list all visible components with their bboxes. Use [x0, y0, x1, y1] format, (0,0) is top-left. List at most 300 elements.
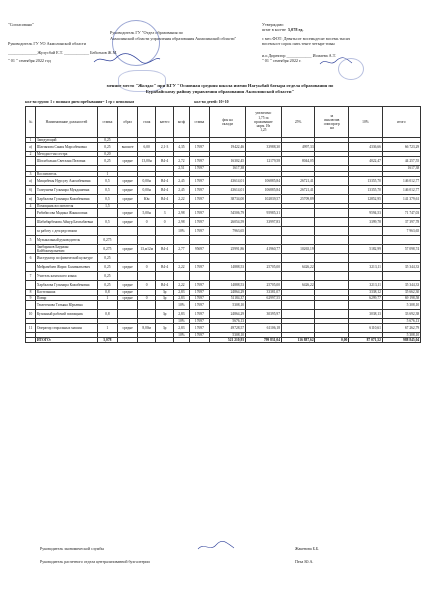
table-cell — [315, 185, 349, 194]
table-cell — [245, 272, 281, 281]
table-cell: 5308,10 — [209, 333, 245, 338]
table-cell — [245, 300, 281, 309]
title-line-2: Бурабайскому району управления образования Акмолинской области" — [145, 88, 295, 94]
table-cell: а) — [26, 176, 36, 185]
table-cell — [26, 338, 36, 343]
table-cell — [138, 254, 156, 263]
table-cell — [245, 254, 281, 263]
table-cell: 3213,11 — [349, 281, 383, 290]
table-cell — [156, 254, 174, 263]
table-cell — [189, 236, 209, 245]
table-row — [26, 157, 421, 166]
table-cell — [349, 236, 383, 245]
table-cell: 2,22 — [174, 263, 190, 272]
table-cell: 0,5 — [97, 185, 117, 194]
table-cell: 0 — [138, 218, 156, 227]
table-cell: средне — [118, 290, 138, 295]
table-cell: 26721,41 — [281, 176, 315, 185]
fot-line-1: с мес.ФОТ: Девятьсот восемьдесят восемь тысяч — [262, 35, 350, 41]
table-cell: Шагиязова Сания Марсабековна — [36, 143, 98, 152]
table-cell — [174, 236, 190, 245]
table-cell — [26, 245, 36, 254]
table-cell: 0 — [138, 295, 156, 300]
table-row — [26, 218, 421, 227]
table-cell: 8,00м — [138, 324, 156, 333]
table-cell: 102839,57 — [245, 194, 281, 203]
table-cell: 106885,84 — [245, 176, 281, 185]
table-cell: 25709,89 — [281, 194, 315, 203]
table-cell: средне — [118, 176, 138, 185]
table-cell: 8044,05 — [281, 157, 315, 166]
table-cell: 57 098,74 — [382, 245, 420, 254]
table-cell: 0,8 — [97, 290, 117, 295]
table-cell: 5182,99 — [349, 245, 383, 254]
column-header: ставка — [189, 107, 209, 138]
table-cell — [349, 300, 383, 309]
signature-icon — [92, 52, 162, 66]
table-cell — [281, 324, 315, 333]
table-cell: Юн — [138, 194, 156, 203]
table-cell: 0,275 — [97, 245, 117, 254]
table-cell — [315, 300, 349, 309]
table-cell: Рибибисова Мадина Жанкасовна — [36, 209, 98, 218]
table-cell: 4022,47 — [349, 157, 383, 166]
table-row — [26, 143, 421, 152]
table-cell — [174, 338, 190, 343]
table-cell: 33997,83 — [245, 218, 281, 227]
table-cell: 5,00н — [138, 209, 156, 218]
table-cell: 17697 — [189, 318, 209, 323]
table-cell: 2,98 — [174, 209, 190, 218]
table-cell — [26, 227, 36, 236]
table-cell: 19422,46 — [209, 143, 245, 152]
table-cell: 41960,77 — [245, 245, 281, 254]
table-cell: 0,275 — [97, 236, 117, 245]
table-cell: Воспитатель — [36, 171, 98, 176]
table-cell — [118, 300, 138, 309]
table-cell — [315, 254, 349, 263]
table-cell: 2 — [26, 152, 36, 157]
table-cell: 106885,84 — [245, 185, 281, 194]
table-cell: 9594,53 — [349, 209, 383, 218]
column-header: стаж — [138, 107, 156, 138]
table-cell: Шабибкрбенова Айнур Бахтыбаевна — [36, 218, 98, 227]
approved-date: " 01 " сентября 2022 г. — [262, 58, 302, 64]
table-cell: 10% — [174, 318, 190, 323]
table-cell: 13,м12м — [138, 245, 156, 254]
table-cell: средне — [118, 324, 138, 333]
table-cell: 26054,59 — [209, 218, 245, 227]
table-cell: 43614,01 — [209, 176, 245, 185]
table-cell — [156, 227, 174, 236]
table-cell: Харбалова Гульмира Кожабековна — [36, 194, 98, 203]
table-cell — [382, 272, 420, 281]
table-cell: 95985,31 — [245, 209, 281, 218]
table-cell: 6426,22 — [281, 281, 315, 290]
table-row — [26, 227, 421, 236]
table-cell: 0,25 — [97, 254, 117, 263]
table-cell: 49728,57 — [209, 324, 245, 333]
table-cell: 0,8 — [97, 309, 117, 318]
table-cell: 0,5 — [97, 218, 117, 227]
table-cell — [281, 309, 315, 318]
table-cell: 17697 — [189, 227, 209, 236]
table-cell: средне — [118, 263, 138, 272]
table-cell — [156, 272, 174, 281]
table-cell — [138, 227, 156, 236]
column-header: итого — [382, 107, 420, 138]
table-cell: 13355,70 — [349, 185, 383, 194]
table-cell: высшее — [118, 143, 138, 152]
table-cell: 24864,29 — [209, 290, 245, 295]
table-row — [26, 300, 421, 309]
column-header: за инклюзив описпрогр ам — [315, 107, 349, 138]
table-row — [26, 176, 421, 185]
table-cell: 2,77 — [174, 245, 190, 254]
table-cell — [174, 272, 190, 281]
table-cell: 33988,30 — [245, 143, 281, 152]
table-row — [26, 185, 421, 194]
footer-name-2: Пеха Ю.А. — [295, 559, 314, 564]
table-cell — [156, 300, 174, 309]
table-cell: Мищибекы Нурсулу Анохабековна — [36, 176, 98, 185]
table-cell: 25705,00 — [245, 281, 281, 290]
table-cell: 61106,18 — [245, 324, 281, 333]
table-row — [26, 263, 421, 272]
table-cell: 799 831,04 — [245, 338, 281, 343]
table-cell: 10265,19 — [281, 245, 315, 254]
footer-role-2: Руководитель расчетного отдела централизованной бухгалтерии — [40, 559, 150, 564]
table-cell: 35 344,33 — [382, 281, 420, 290]
table-cell: 4336,66 — [349, 143, 383, 152]
table-header-row — [26, 107, 421, 138]
table-cell: 6110,61 — [349, 324, 383, 333]
table-cell: 37 397,78 — [382, 218, 420, 227]
column-header: образ — [118, 107, 138, 138]
table-cell: 0,00 — [315, 338, 349, 343]
table-cell: 25705,00 — [245, 263, 281, 272]
table-cell — [138, 236, 156, 245]
table-cell: 3399,78 — [349, 218, 383, 227]
table-cell: Методист-ия сестра — [36, 152, 98, 157]
table-cell: 3213,11 — [349, 263, 383, 272]
table-cell: 1 — [97, 171, 117, 176]
table-cell: 30395,97 — [245, 309, 281, 318]
group-count: кол-во групп: 1 с полным днем пребывания= 1 гр с неполным — [25, 100, 135, 104]
staff-count-value: 5,078 ед. — [288, 27, 304, 33]
table-cell: средне — [118, 218, 138, 227]
table-cell: средне — [118, 157, 138, 166]
table-cell — [281, 236, 315, 245]
column-header: коэф — [174, 107, 190, 138]
table-cell: 71 747,03 — [382, 209, 420, 218]
table-cell — [118, 338, 138, 343]
table-cell: 4997,33 — [281, 143, 315, 152]
table-cell: 54506,79 — [209, 209, 245, 218]
table-cell — [26, 300, 36, 309]
table-row — [26, 236, 421, 245]
table-cell: В4-4 — [156, 263, 174, 272]
table-cell — [118, 236, 138, 245]
table-cell: 17697 — [189, 218, 209, 227]
table-cell: 35 662,30 — [382, 290, 420, 295]
director-line: и.о.Директор ____________ Исмаева А.Т. — [262, 52, 336, 58]
signature-line: ______________Жулусбай Е.Т. ____________ Бейсенов Ж.М. — [8, 49, 118, 55]
table-cell: 0 — [138, 281, 156, 290]
column-header: фон на окладм — [209, 107, 245, 138]
table-cell: 1617,38 — [209, 166, 245, 171]
table-cell: 26721,41 — [281, 185, 315, 194]
table-row — [26, 245, 421, 254]
table-cell — [189, 338, 209, 343]
table-cell: 33381,07 — [245, 290, 281, 295]
table-cell: 5 308,10 — [382, 300, 420, 309]
table-cell: 12179,58 — [245, 157, 281, 166]
table-cell: 17697 — [189, 309, 209, 318]
table-cell: Повар — [36, 295, 98, 300]
table-cell — [349, 227, 383, 236]
table-cell — [26, 263, 36, 272]
column-header: 10% — [349, 107, 383, 138]
table-row — [26, 281, 421, 290]
table-cell: В4-4 — [156, 176, 174, 185]
table-cell — [382, 236, 420, 245]
footer-signature-2 — [40, 559, 314, 564]
table-cell: 3р — [156, 324, 174, 333]
table-cell: 17697 — [189, 185, 209, 194]
table-cell: 66 723,29 — [382, 143, 420, 152]
table-cell: 16302,45 — [209, 157, 245, 166]
staff-count-label: штат в кол-ве — [262, 27, 286, 33]
table-cell: В4-4 — [156, 185, 174, 194]
table-cell: 17697 — [189, 290, 209, 295]
table-cell — [118, 227, 138, 236]
table-cell: 11 — [26, 324, 36, 333]
table-cell — [315, 143, 349, 152]
table-cell: 10% — [174, 300, 190, 309]
agreed-date: " 01 " сентября 2022 год — [8, 58, 51, 64]
footer-name-1: Жакенова Б.Б. — [295, 546, 320, 551]
table-cell — [209, 236, 245, 245]
table-cell: 17697 — [189, 176, 209, 185]
table-cell: 141 379,61 — [382, 194, 420, 203]
table-cell: 988 845,04 — [382, 338, 420, 343]
table-cell: 116 887,62 — [281, 338, 315, 343]
table-cell — [156, 236, 174, 245]
table-cell: 6299,77 — [349, 295, 383, 300]
table-cell — [189, 254, 209, 263]
table-cell: 0,25 — [97, 272, 117, 281]
table-cell: Помощник воспитателя — [36, 203, 98, 208]
table-cell: 51184,37 — [209, 295, 245, 300]
table-cell: 44 257,55 — [382, 157, 420, 166]
table-cell — [97, 209, 117, 218]
table-cell — [315, 218, 349, 227]
table-cell — [26, 209, 36, 218]
column-header: ставка — [97, 107, 117, 138]
table-cell: 7963,65 — [209, 227, 245, 236]
table-cell: Харбалова Гульмира Кожабековна — [36, 281, 98, 290]
table-cell — [281, 254, 315, 263]
table-cell: 7 — [26, 272, 36, 281]
table-cell — [349, 254, 383, 263]
table-cell: Оператор стиральных машин — [36, 324, 98, 333]
title-line-1: менное место "Жолдас" при КГУ "Основная средняя школа имени Нагуыбай батыра отдела образования по — [106, 83, 334, 88]
table-cell: 17697 — [189, 194, 209, 203]
table-cell: 2,45 — [174, 176, 190, 185]
table-cell: 17697 — [189, 324, 209, 333]
table-cell: 3338,12 — [349, 290, 383, 295]
table-cell — [209, 272, 245, 281]
table-cell — [189, 272, 209, 281]
table-cell: 1 — [97, 324, 117, 333]
table-cell — [281, 272, 315, 281]
table-cell: 2,45 — [174, 185, 190, 194]
table-cell: 62997,55 — [245, 295, 281, 300]
table-cell: В4-4 — [156, 194, 174, 203]
table-cell: 5676,13 — [209, 318, 245, 323]
table-cell: 25991,86 — [209, 245, 245, 254]
table-cell: 17697 — [189, 157, 209, 166]
table-cell: Инструктор по физической культуре — [36, 254, 98, 263]
table-cell: 10 — [26, 309, 36, 318]
column-header: катего — [156, 107, 174, 138]
table-cell: В4-4 — [156, 281, 174, 290]
table-cell: 13355,70 — [349, 176, 383, 185]
table-cell: 0,25 — [97, 157, 117, 166]
table-row — [26, 309, 421, 318]
table-cell: 0,25 — [97, 143, 117, 152]
table-cell — [315, 263, 349, 272]
table-cell: 17697 — [189, 209, 209, 218]
table-cell: 0 — [156, 218, 174, 227]
table-cell: 0,5 — [97, 176, 117, 185]
table-cell: 6 — [26, 254, 36, 263]
table-cell: 2,83 — [174, 324, 190, 333]
table-cell: 0 — [138, 263, 156, 272]
table-cell: 3 — [26, 171, 36, 176]
table-cell — [315, 281, 349, 290]
table-cell — [26, 218, 36, 227]
column-header: № — [26, 107, 36, 138]
footer-role-1: Руководитель экономической службы — [40, 546, 105, 551]
table-cell — [245, 236, 281, 245]
table-cell — [245, 227, 281, 236]
table-cell: 1 — [26, 138, 36, 143]
table-cell: Кухонный рабочий помощник — [36, 309, 98, 318]
table-row — [26, 209, 421, 218]
table-cell — [315, 227, 349, 236]
table-cell — [209, 254, 245, 263]
table-cell: Заведующий — [36, 138, 98, 143]
table-cell — [315, 245, 349, 254]
table-cell — [315, 176, 349, 185]
table-cell: 33 692,38 — [382, 309, 420, 318]
table-cell — [315, 309, 349, 318]
table-cell: 521 210,93 — [209, 338, 245, 343]
org-line-1: Руководитель ГУ "Отдел образования по — [110, 30, 183, 36]
table-cell: 24864,29 — [209, 309, 245, 318]
table-cell: 67 262,79 — [382, 324, 420, 333]
table-cell: в) — [26, 194, 36, 203]
table-cell: Тюлегенова Татьяна Юрьевна — [36, 300, 98, 309]
table-cell: средне — [118, 245, 138, 254]
table-cell: за работу с дезсредствами — [36, 227, 98, 236]
table-cell: 87 071,52 — [349, 338, 383, 343]
table-cell: В4-4 — [156, 157, 174, 166]
table-cell — [281, 300, 315, 309]
table-cell — [281, 218, 315, 227]
table-cell — [281, 209, 315, 218]
table-cell: 0,00н — [138, 176, 156, 185]
table-cell: 14888,53 — [209, 281, 245, 290]
table-cell: 0,25 — [97, 263, 117, 272]
table-cell: 3р — [156, 290, 174, 295]
table-cell: 5 — [26, 236, 36, 245]
table-row — [26, 194, 421, 203]
table-cell: 17697 — [189, 166, 209, 171]
table-cell: 12852,95 — [349, 194, 383, 203]
table-row — [26, 254, 421, 263]
table-cell: а) — [26, 143, 36, 152]
table-cell: 0,25 — [97, 281, 117, 290]
table-cell — [118, 272, 138, 281]
table-cell: Учитель казахского языка — [36, 272, 98, 281]
table-cell — [382, 254, 420, 263]
table-cell: 13,00н — [138, 157, 156, 166]
table-cell: 6,00 — [138, 143, 156, 152]
table-cell — [315, 324, 349, 333]
table-cell: средне — [118, 185, 138, 194]
table-cell: средне — [118, 194, 138, 203]
table-cell — [315, 194, 349, 203]
table-cell: 9 — [26, 295, 36, 300]
table-cell: 2,1-3 — [156, 143, 174, 152]
table-cell: 14888,53 — [209, 263, 245, 272]
table-cell: 5,078 — [97, 338, 117, 343]
table-cell: 0,00н — [138, 185, 156, 194]
table-cell: 3038,13 — [349, 309, 383, 318]
table-cell: ИТОГО: — [36, 338, 98, 343]
agreed-label: "Согласовано" — [8, 22, 34, 27]
table-cell — [156, 338, 174, 343]
table-cell: Толеушева Гульмира Мукдашевна — [36, 185, 98, 194]
table-cell: 2,72 — [174, 157, 190, 166]
table-cell: 1 — [97, 295, 117, 300]
table-cell: 4 — [26, 203, 36, 208]
table-cell: 7 963,65 — [382, 227, 420, 236]
staffing-table — [25, 106, 421, 343]
table-cell: 17697 — [189, 281, 209, 290]
table-cell: средне — [118, 295, 138, 300]
table-cell: 0,5 — [97, 194, 117, 203]
table-cell: 2,51 — [174, 166, 190, 171]
table-cell — [315, 236, 349, 245]
table-cell: средне — [118, 281, 138, 290]
table-cell — [315, 209, 349, 218]
table-cell — [315, 157, 349, 166]
table-cell: 43614,01 — [209, 185, 245, 194]
table-cell: 17697 — [189, 295, 209, 300]
table-cell — [138, 300, 156, 309]
table-cell: 5 676,13 — [382, 318, 420, 323]
table-cell: 5 308,10 — [382, 333, 420, 338]
signature-icon — [196, 540, 236, 552]
table-cell: 1,5 — [97, 203, 117, 208]
table-cell: 2,83 — [174, 309, 190, 318]
signature-icon — [318, 56, 354, 68]
table-cell: 8 — [26, 290, 36, 295]
